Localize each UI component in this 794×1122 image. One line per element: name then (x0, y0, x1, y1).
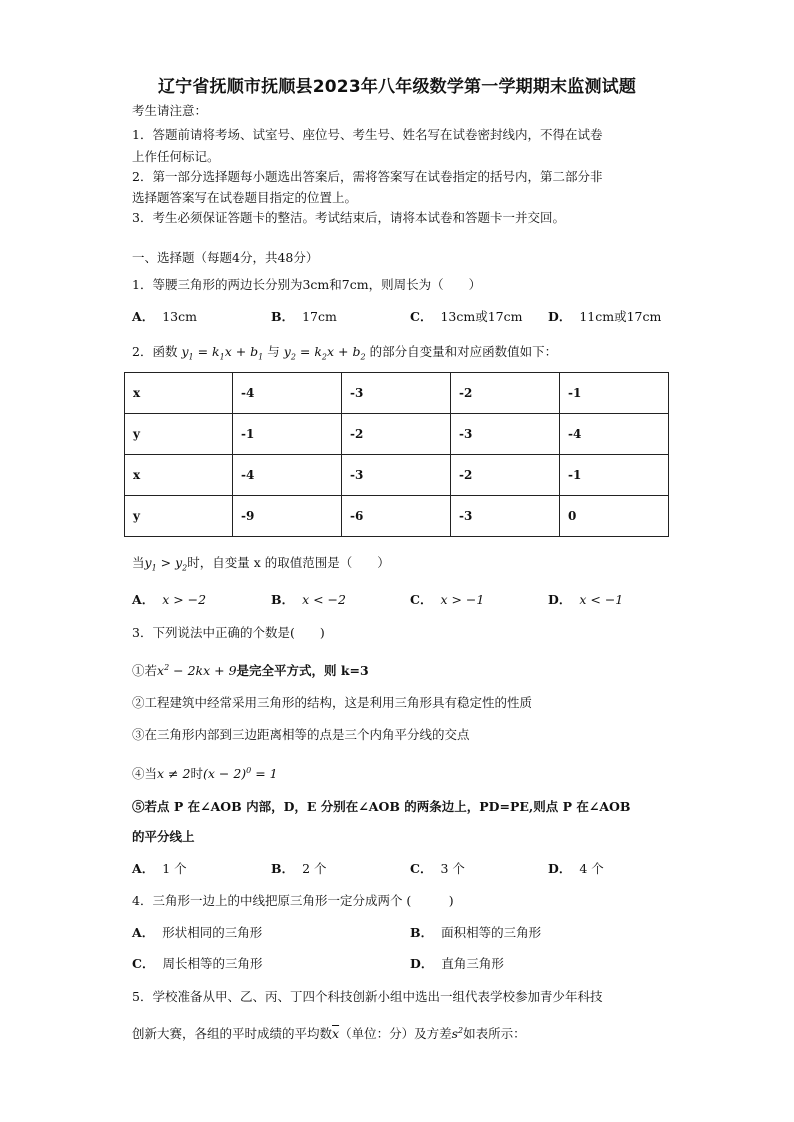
table-cell: -2 (342, 414, 451, 455)
question-2-stem: 2．函数 $y_1 = k_1x + b_1$ 与 $y_2 = k_2x + b_2$ 的部分自变量和对应函数值如下： (132, 344, 558, 362)
page-title: 辽宁省抚顺市抚顺县2023年八年级数学第一学期期末监测试题 (157, 77, 637, 97)
question-4-stem: 4．三角形一边上的中线把原三角形一定分成两个 ( ) (132, 893, 454, 908)
table-cell: -1 (233, 414, 342, 455)
function-value-table (124, 372, 669, 537)
q3-option-a: A． 1 个 (132, 861, 187, 876)
table-cell: x (125, 373, 233, 414)
function-1: $y_1 = k_1x + b_1$ (181, 344, 264, 362)
table-cell: -4 (233, 373, 342, 414)
table-cell: y (125, 496, 233, 537)
q3-option-d: D． 4 个 (548, 861, 604, 876)
table-cell: -3 (342, 455, 451, 496)
table-cell: 0 (560, 496, 669, 537)
q2-option-c: C． x > −1 (410, 592, 485, 607)
table-cell: -9 (233, 496, 342, 537)
q2-option-a: A． x > −2 (132, 592, 207, 607)
table-cell: -4 (233, 455, 342, 496)
statement-2: ②工程建筑中经常采用三角形的结构，这是利用三角形具有稳定性的性质 (132, 695, 533, 710)
table-cell: -1 (560, 455, 669, 496)
section-heading: 一、选择题（每题4分，共48分） (132, 250, 319, 265)
q2-option-b: B． x < −2 (271, 592, 346, 607)
notice-line: 1．答题前请将考场、试室号、座位号、考生号、姓名写在试卷密封线内，不得在试卷 (132, 127, 603, 142)
statement-1: ①若$x^2 - 2kx + 9$是完全平方式，则 k=3 (132, 663, 369, 679)
question-5-stem-cont: 创新大赛，各组的平时成绩的平均数$\overline{x}$（单位：分）及方差$s^2$如表所示： (132, 1026, 526, 1042)
q3-option-c: C． 3 个 (410, 861, 465, 876)
q1-option-a: A． 13cm (132, 309, 197, 324)
table-cell: -3 (451, 414, 560, 455)
table-row (125, 414, 669, 455)
notice-line: 选择题答案写在试卷题目指定的位置上。 (132, 190, 358, 205)
q4-option-c: C． 周长相等的三角形 (132, 956, 263, 971)
q1-option-d: D． 11cm或17cm (548, 309, 662, 324)
q4-option-a: A． 形状相同的三角形 (132, 925, 263, 940)
notice-line: 3．考生必须保证答题卡的整洁。考试结束后，请将本试卷和答题卡一并交回。 (132, 210, 565, 225)
table-cell: -2 (451, 455, 560, 496)
table-cell: -2 (451, 373, 560, 414)
table-row (125, 373, 669, 414)
notice-line: 上作任何标记。 (132, 149, 220, 164)
function-2: $y_2 = k_2x + b_2$ (283, 344, 366, 362)
notice-heading: 考生请注意： (132, 103, 208, 118)
q2-option-d: D． x < −1 (548, 592, 624, 607)
statement-5: ⑤若点 P 在∠AOB 内部，D，E 分别在∠AOB 的两条边上，PD=PE,则点 P 在∠AOB (132, 799, 631, 814)
table-cell: y (125, 414, 233, 455)
table-cell: -1 (560, 373, 669, 414)
question-5-stem: 5．学校准备从甲、乙、丙、丁四个科技创新小组中选出一组代表学校参加青少年科技 (132, 989, 603, 1004)
statement-3: ③在三角形内部到三边距离相等的点是三个内角平分线的交点 (132, 727, 470, 742)
table-cell: x (125, 455, 233, 496)
q4-option-b: B． 面积相等的三角形 (410, 925, 542, 940)
table-row (125, 496, 669, 537)
statement-4: ④当x ≠ 2时$(x - 2)^0 = 1$ (132, 766, 278, 782)
question-2-condition: 当$y_1 > y_2$时，自变量 x 的取值范围是（ ） (132, 555, 390, 573)
table-cell: -6 (342, 496, 451, 537)
notice-line: 2．第一部分选择题每小题选出答案后，需将答案写在试卷指定的括号内，第二部分非 (132, 169, 603, 184)
question-3-stem: 3．下列说法中正确的个数是( ) (132, 625, 325, 640)
table-row (125, 455, 669, 496)
q1-option-c: C． 13cm或17cm (410, 309, 523, 324)
q3-option-b: B． 2 个 (271, 861, 327, 876)
q1-option-b: B． 17cm (271, 309, 337, 324)
q4-option-d: D． 直角三角形 (410, 956, 504, 971)
table-cell: -4 (560, 414, 669, 455)
table-cell: -3 (451, 496, 560, 537)
statement-5-cont: 的平分线上 (132, 829, 195, 844)
question-1-stem: 1．等腰三角形的两边长分别为3cm和7cm，则周长为（ ） (132, 277, 482, 292)
table-cell: -3 (342, 373, 451, 414)
